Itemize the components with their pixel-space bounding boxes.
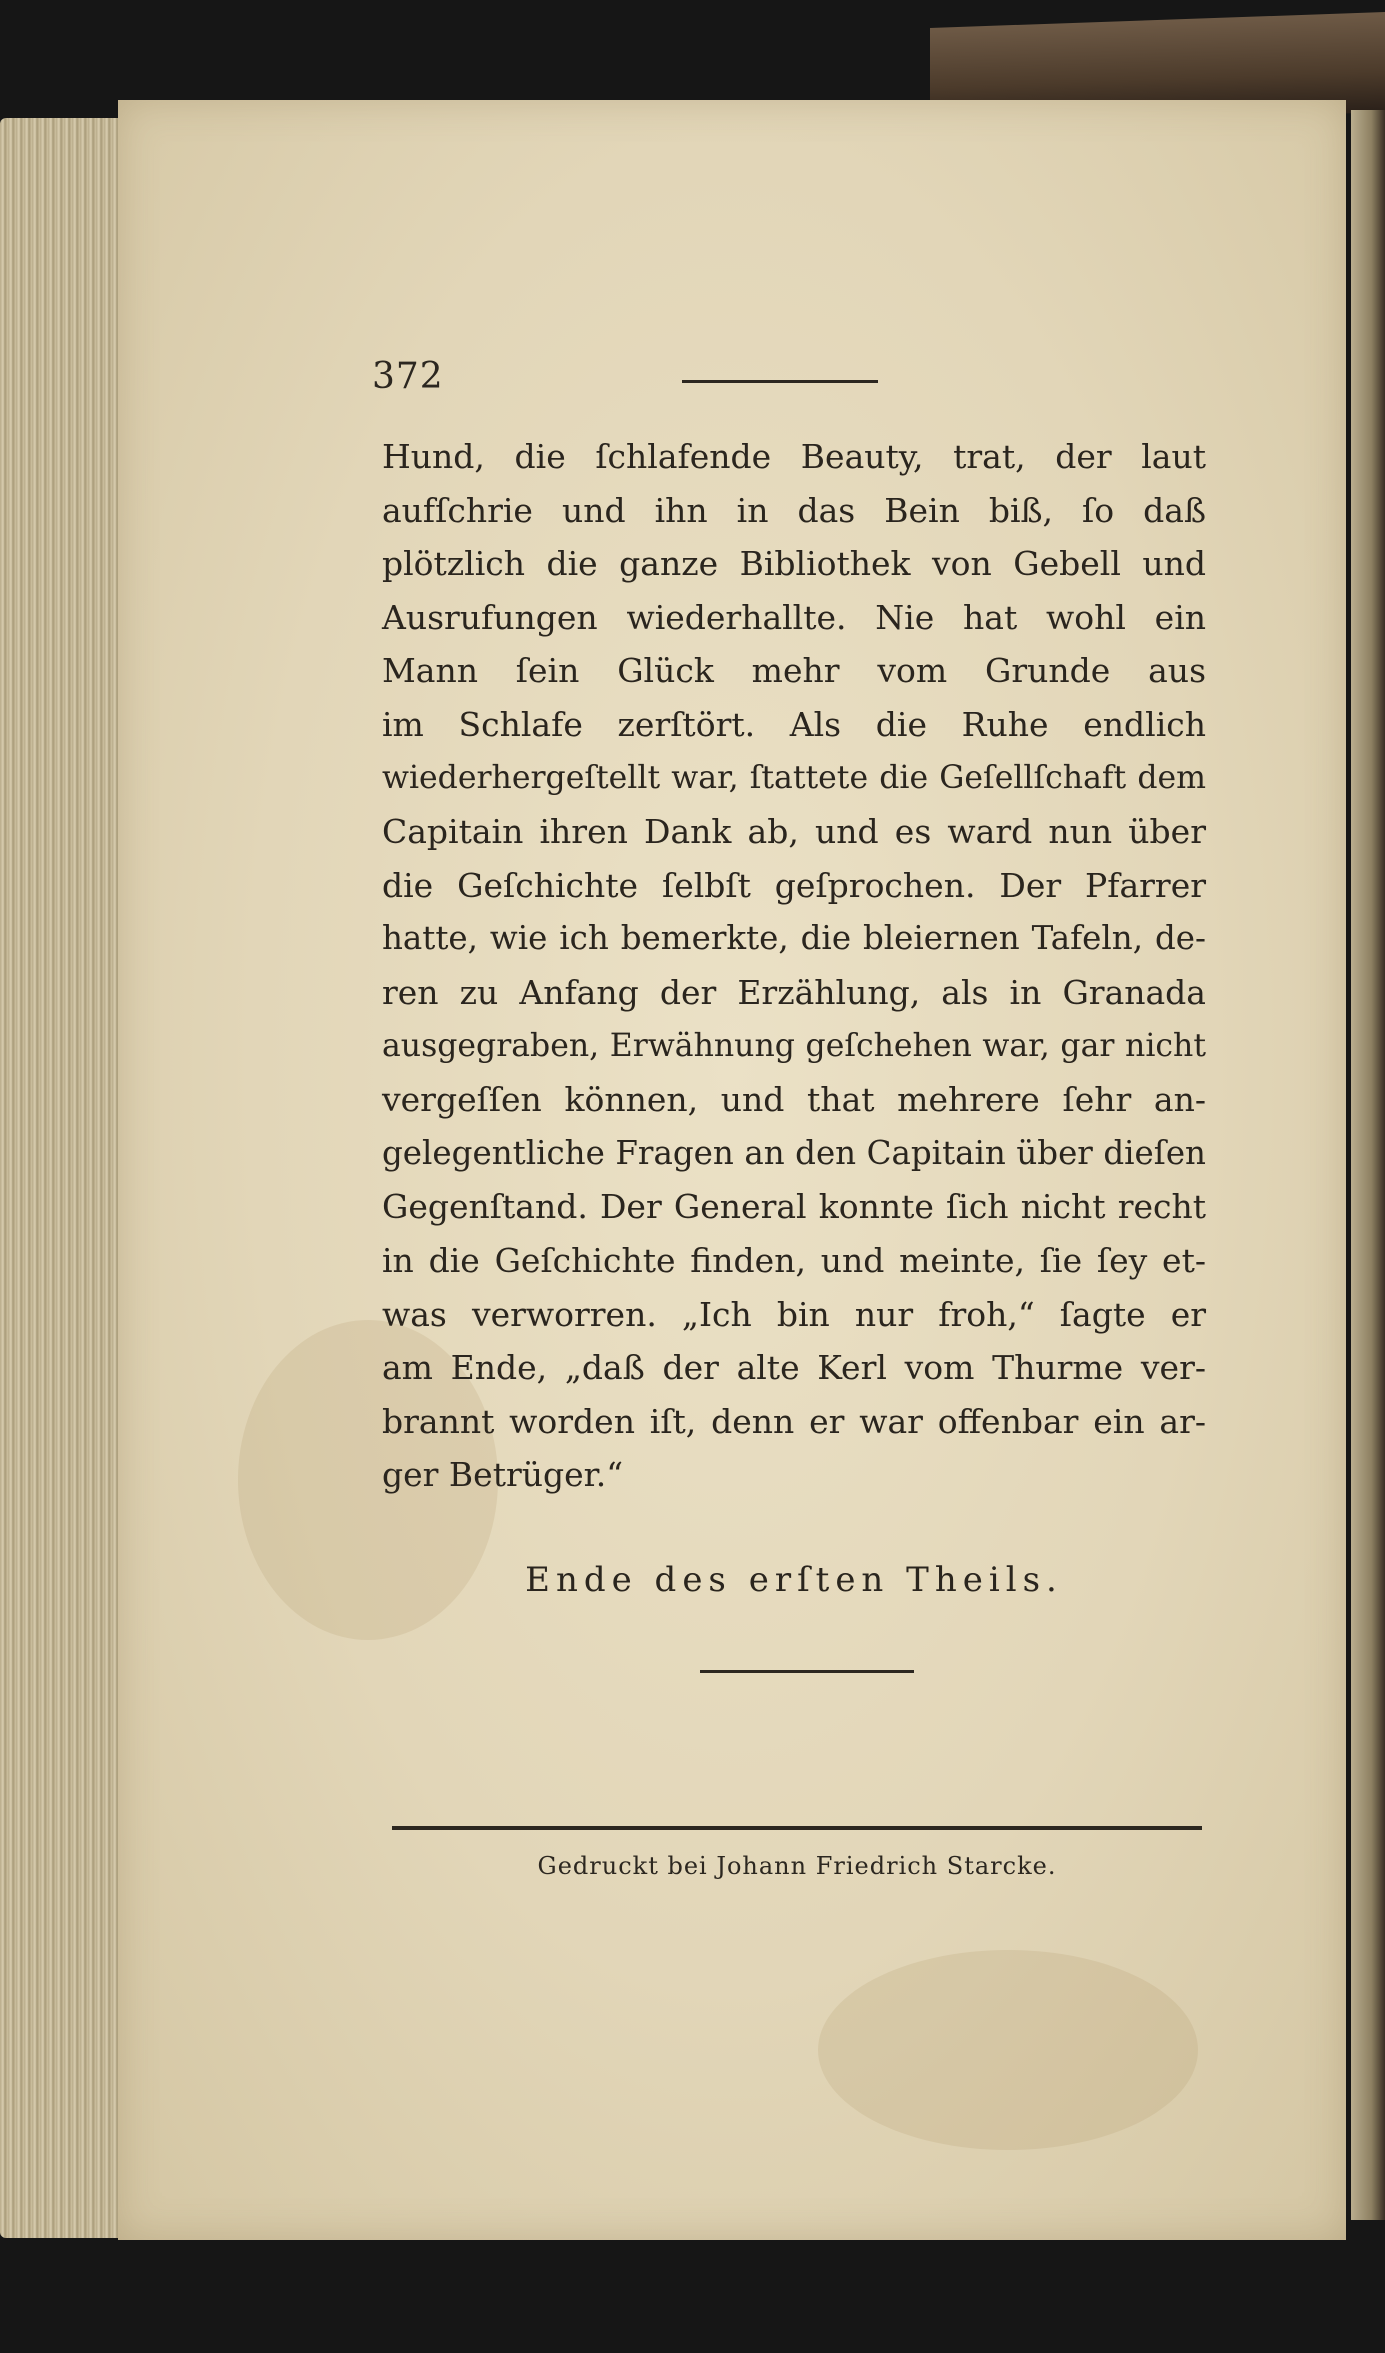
text-line: am Ende, „daß der alte Kerl vom Thurme ver-	[382, 1348, 1206, 1388]
book-cover-right-edge	[1351, 110, 1385, 2220]
running-header	[372, 356, 932, 406]
text-line: Capitain ihren Dank ab, und es ward nun über	[382, 812, 1206, 852]
body-text	[382, 430, 1206, 1502]
text-line: ausgegraben, Erwähnung geſchehen war, gar nicht	[382, 1027, 1206, 1064]
closing-line: Ende des erſten Theils.	[525, 1560, 1063, 1600]
text-line: ren zu Anfang der Erzählung, als in Granada	[382, 972, 1206, 1012]
text-line: die Geſchichte ſelbſt geſprochen. Der Pfarrer	[382, 865, 1206, 905]
text-line: gelegentliche Fragen an den Capitain über dieſen	[382, 1133, 1206, 1172]
text-line: Hund, die ſchlafende Beauty, trat, der laut	[382, 437, 1206, 476]
text-line: wiederhergeſtellt war, ſtattete die Geſellſchaft dem	[382, 759, 1206, 796]
text-line: vergeſſen können, und that mehrere ſehr an-	[382, 1080, 1206, 1120]
printer-imprint: Gedruckt bei Johann Friedrich Starcke.	[537, 1852, 1057, 1880]
text-line: plötzlich die ganze Bibliothek von Gebell und	[382, 544, 1206, 584]
text-line: ger Betrüger.“	[382, 1455, 624, 1495]
footer-rule	[392, 1826, 1202, 1830]
text-line: brannt worden iſt, denn er war offenbar ein ar-	[382, 1401, 1206, 1441]
text-line: im Schlafe zerſtört. Als die Ruhe endlich	[382, 704, 1206, 744]
text-line: was verworren. „Ich bin nur froh,“ ſagte er	[382, 1294, 1206, 1334]
text-line: Ausrufungen wiederhallte. Nie hat wohl ein	[382, 597, 1206, 637]
text-line: hatte, wie ich bemerkte, die bleiernen Tafeln, de-	[382, 919, 1206, 958]
page-stain	[818, 1950, 1198, 2150]
text-line: in die Geſchichte finden, und meinte, ſie ſey et-	[382, 1240, 1206, 1280]
page-number: 372	[372, 356, 444, 397]
text-line: aufſchrie und ihn in das Bein biß, ſo daß	[382, 490, 1206, 530]
page-stack-edge	[0, 118, 128, 2238]
text-line: Gegenſtand. Der General konnte ſich nicht recht	[382, 1187, 1206, 1227]
closing-rule	[700, 1670, 914, 1673]
header-rule	[682, 380, 878, 383]
text-line: Mann ſein Glück mehr vom Grunde aus	[382, 651, 1206, 691]
